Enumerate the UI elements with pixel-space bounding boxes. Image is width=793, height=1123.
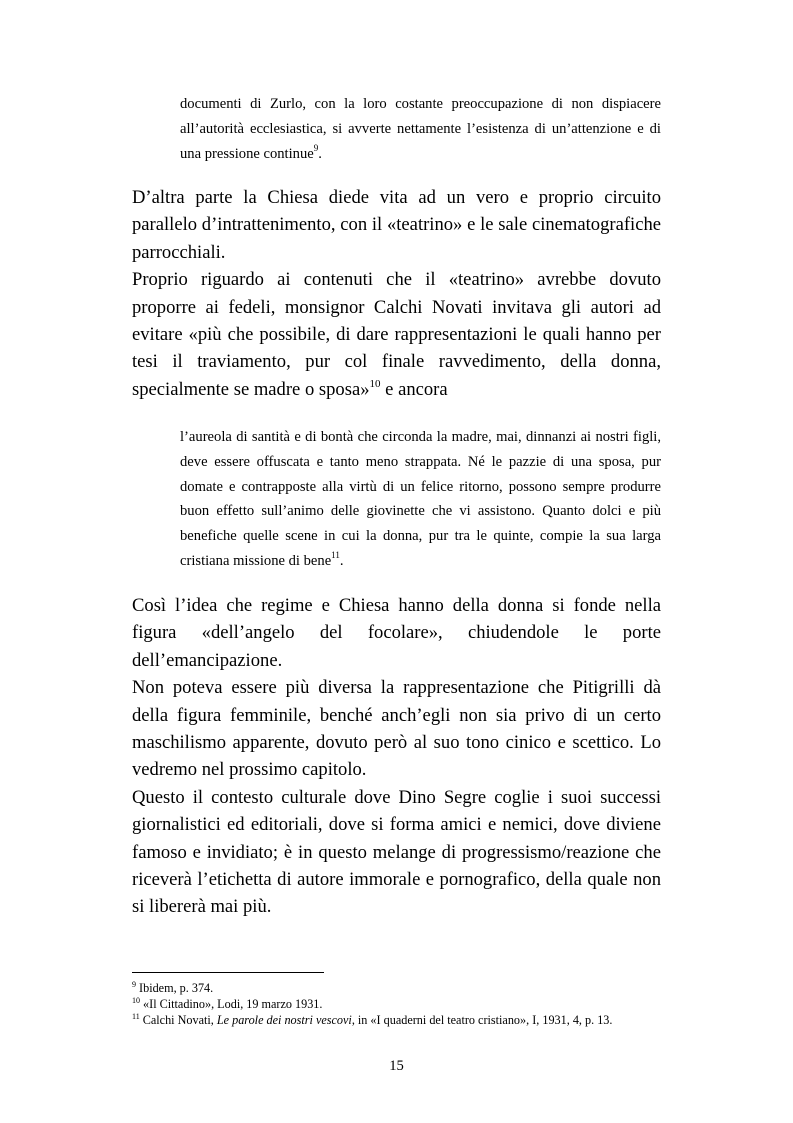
paragraph: Non poteva essere più diversa la rappresentazione che Pitigrilli dà della figura femminile, benché anch’egli non sia privo di un certo maschilismo apparente, dovuto però al suo tono cinico e scettico. Lo vedremo nel prossimo capitolo. <box>132 677 661 781</box>
block-quote-calchi-novati <box>180 425 661 574</box>
footnote-text: «Il Cittadino», Lodi, 19 marzo 1931. <box>140 997 323 1012</box>
paragraph: Questo il contesto culturale dove Dino Segre coglie i suoi successi giornalistici ed editoriali, dove si forma amici e nemici, dove diviene famoso e invidiato; è in questo melange di progressismo/reazione che riceverà l’etichetta di autore immorale e pornografico, della quale non si libererà mai più. <box>132 786 661 918</box>
quote-end: . <box>339 552 344 569</box>
footnote <box>132 996 692 1012</box>
footnote-ref[interactable]: 11 <box>331 549 340 560</box>
paragraph: Così l’idea che regime e Chiesa hanno della donna si fonde nella figura «dell’angelo del focolare», chiudendole le porte dell’emancipazione. <box>132 595 661 671</box>
footnote-ref[interactable]: 10 <box>369 377 381 390</box>
footnote-text: Calchi Novati, <box>139 1013 217 1028</box>
footnote-number: 10 <box>132 996 140 1006</box>
quote-text: documenti di Zurlo, con la loro costante preoccupazione di non dispiacere all’autorità ecclesiastica, si avverte nettamente l’esistenza di un’attenzione e di una pressione continue <box>180 96 661 162</box>
page-number: 15 <box>389 1058 404 1074</box>
footnote-number: 9 <box>132 980 136 989</box>
quote-text: l’aureola di santità e di bontà che circonda la madre, mai, dinnanzi ai nostri figli, deve essere offuscata e tanto meno strappata. Né le pazzie di una sposa, pur domate e contrapposte alla virtù di un felice ritorno, possono sempre produrre buon effetto sull’animo delle giovinette che vi assistono. Quanto dolci e più benefiche quelle scene in cui la donna, pur tra le quinte, compie la sua larga cristiana missione di bene <box>180 429 661 569</box>
paragraph-text: Proprio riguardo ai contenuti che il «teatrino» avrebbe dovuto proporre ai fedeli, monsignor Calchi Novati invitava gli autori ad evitare «più che possibile, di dare rappresentazioni le quali hanno per tesi il traviamento, pur col finale ravvedimento, della donna, specialmente se madre o sposa» <box>132 269 661 400</box>
footnote-separator <box>132 972 324 973</box>
paragraph: D’altra parte la Chiesa diede vita ad un vero e proprio circuito parallelo d’intrattenimento, con il «teatrino» e le sale cinematografiche parrocchiali. <box>132 187 661 263</box>
quote-end: . <box>318 145 322 162</box>
footnotes <box>132 980 692 1029</box>
footnote-ref[interactable]: 9 <box>313 142 319 153</box>
body-section-1 <box>132 184 661 403</box>
paragraph <box>132 266 661 403</box>
footnote <box>132 1012 692 1028</box>
footnote <box>132 980 692 996</box>
footnote-title: Le parole dei nostri vescovi <box>216 1013 352 1028</box>
block-quote-zurlo <box>180 92 661 166</box>
footnote-number: 11 <box>132 1012 140 1022</box>
body-section-2 <box>132 592 661 921</box>
footnote-text: , in «I quaderni del teatro cristiano», I, 1931, 4, p. 13. <box>351 1013 613 1028</box>
footnote-text: Ibidem, p. 374. <box>136 981 214 995</box>
paragraph-text-after: e ancora <box>380 378 448 400</box>
